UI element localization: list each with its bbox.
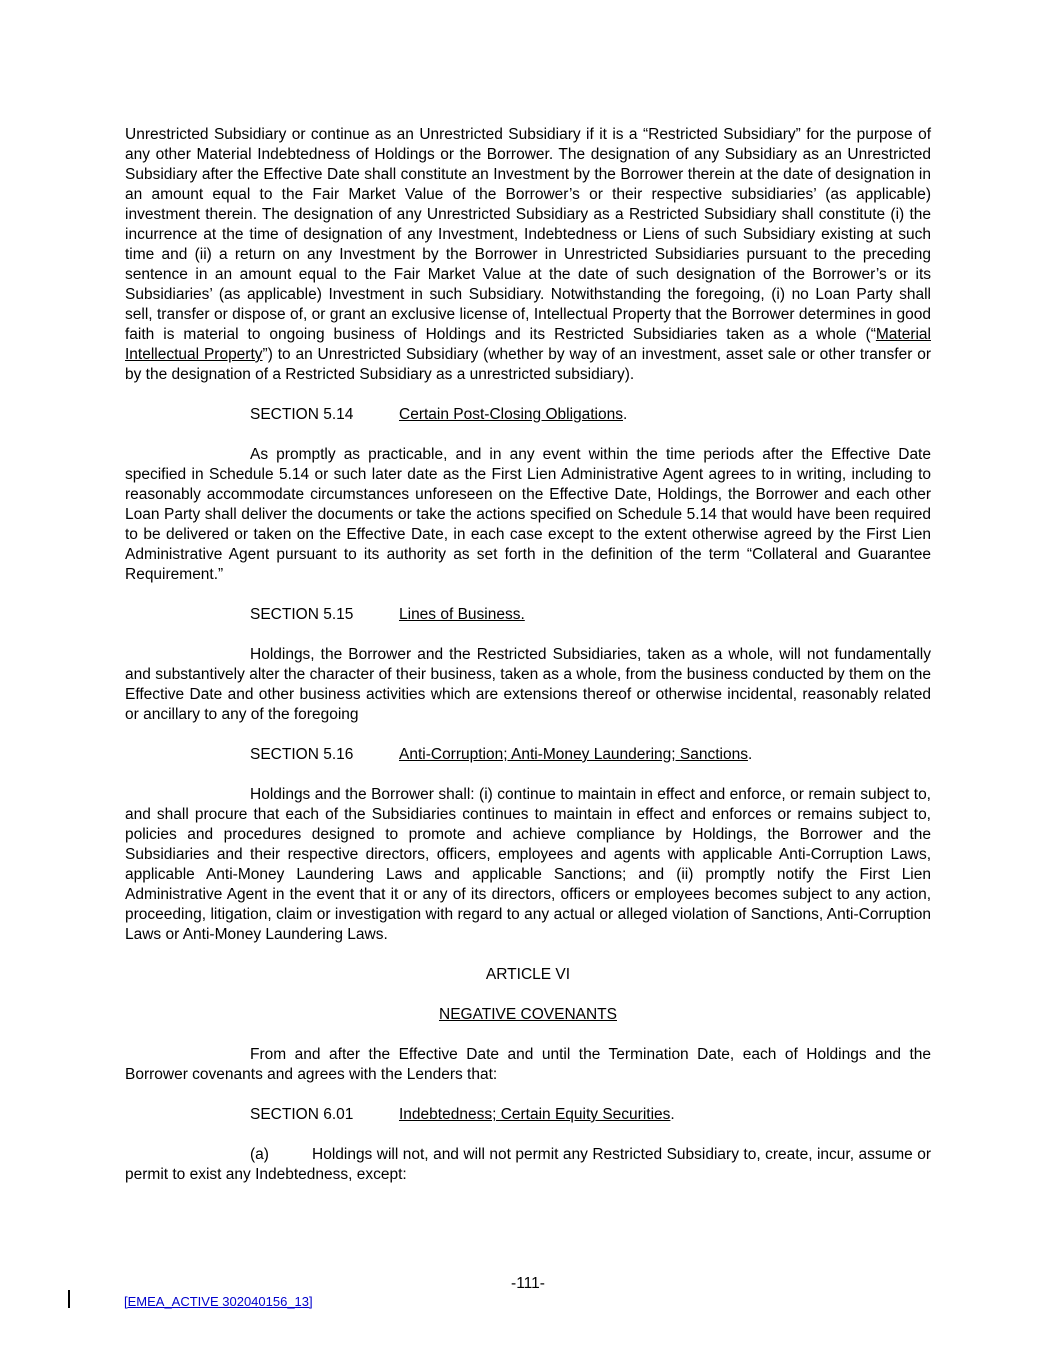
section-title: Anti-Corruption; Anti-Money Laundering; Sanctions xyxy=(399,746,748,763)
section-6-01-clause-a xyxy=(125,1145,931,1185)
section-5-16-body: Holdings and the Borrower shall: (i) continue to maintain in effect and enforce, or remain subject to, and shall procure that each of the Subsidiaries continues to maintain in effect and enforces or remains subject to, policies and procedures designed to promote and achieve compliance by Holdings, the Borrower and the Subsidiaries and their respective directors, officers, employees and agents with applicable Anti-Corruption Laws, applicable Anti-Money Laundering Laws and applicable Sanctions; and (ii) promptly notify the First Lien Administrative Agent in the event that it or any of its directors, officers or employees becomes subject to any action, proceeding, litigation, claim or investigation with regard to any actual or alleged violation of Sanctions, Anti-Corruption Laws or Anti-Money Laundering Laws. xyxy=(125,786,931,943)
section-5-16-heading: SECTION 5.16 Anti-Corruption; Anti-Money Laundering; Sanctions. xyxy=(250,746,753,763)
article-intro: From and after the Effective Date and until the Termination Date, each of Holdings and the Borrower covenants and agrees with the Lenders that: xyxy=(125,1046,931,1083)
section-number: SECTION 5.15 xyxy=(250,606,354,623)
section-title: Indebtedness; Certain Equity Securities xyxy=(399,1106,671,1123)
document-page xyxy=(125,125,931,1185)
section-number: SECTION 5.16 xyxy=(250,746,354,763)
section-6-01-heading: SECTION 6.01 Indebtedness; Certain Equity Securities. xyxy=(250,1106,675,1123)
change-bar xyxy=(68,1290,70,1308)
section-5-14-body: As promptly as practicable, and in any event within the time periods after the Effective Date specified in Schedule 5.14 or such later date as the First Lien Administrative Agent agrees to in writing, including to reasonably accommodate circumstances unforeseen on the Effective Date, Holdings, the Borrower and each other Loan Party shall deliver the documents or take the actions specified on Schedule 5.14 that would have been required to be delivered or taken on the Effective Date, in each case except to the extent otherwise agreed by the First Lien Administrative Agent pursuant to its authority as set forth in the definition of the term “Collateral and Guarantee Requirement.” xyxy=(125,446,931,583)
document-reference-link[interactable]: [EMEA_ACTIVE 302040156_13] xyxy=(124,1294,313,1309)
defined-term-material-ip: Material Intellectual Property xyxy=(125,326,931,363)
clause-text: Holdings will not, and will not permit any Restricted Subsidiary to, create, incur, assume or permit to exist any Indebtedness, except: xyxy=(125,1146,931,1183)
article-title-text: NEGATIVE COVENANTS xyxy=(439,1006,617,1023)
article-title xyxy=(125,1005,931,1025)
section-number: SECTION 5.14 xyxy=(250,406,354,423)
section-5-15-heading xyxy=(125,605,931,625)
article-label: ARTICLE VI xyxy=(485,966,571,983)
section-title: Certain Post-Closing Obligations xyxy=(399,406,623,423)
page-number: -111- xyxy=(511,1275,545,1292)
section-number: SECTION 6.01 xyxy=(250,1106,354,1123)
section-5-14-heading: SECTION 5.14 Certain Post-Closing Obligations. xyxy=(250,406,628,423)
section-title: Lines of Business. xyxy=(399,606,525,623)
continuation-text-end: ”) to an Unrestricted Subsidiary (whether by way of an investment, asset sale or other transfer or by the designation of a Restricted Subsidiary as a unrestricted subsidiary). xyxy=(125,346,931,383)
continuation-text: Unrestricted Subsidiary or continue as an Unrestricted Subsidiary if it is a “Restricted Subsidiary” for the purpose of any other Material Indebtedness of Holdings or the Borrower. The designation of any Subsidiary as an Unrestricted Subsidiary after the Effective Date shall constitute an Investment by the Borrower therein at the date of designation in an amount equal to the Fair Market Value of the Borrower’s or their respective subsidiaries’ (as applicable) investment therein. The designation of any Unrestricted Subsidiary as a Restricted Subsidiary shall constitute (i) the incurrence at the time of designation of any Investment, Indebtedness or Liens of such Subsidiary existing at such time and (ii) a return on any Investment by the Borrower in Unrestricted Subsidiaries pursuant to the preceding sentence in an amount equal to the Fair Market Value at the date of such designation of the Borrower’s or its Subsidiaries’ (as applicable) Investment in such Subsidiary. Notwithstanding the foregoing, (i) no Loan Party shall sell, transfer or dispose of, or grant an exclusive license of, Intellectual Property that the Borrower determines in good faith is material to ongoing business of Holdings and its Restricted Subsidiaries taken as a whole (“ xyxy=(125,126,931,343)
section-5-15-body: Holdings, the Borrower and the Restricted Subsidiaries, taken as a whole, will not fundamentally and substantively alter the character of their business, taken as a whole, from the business conducted by them on the Effective Date and other business activities which are extensions thereof or otherwise incidental, reasonably related or ancillary to any of the foregoing xyxy=(125,646,931,723)
continuation-paragraph xyxy=(125,125,931,385)
clause-label: (a) xyxy=(250,1146,269,1163)
